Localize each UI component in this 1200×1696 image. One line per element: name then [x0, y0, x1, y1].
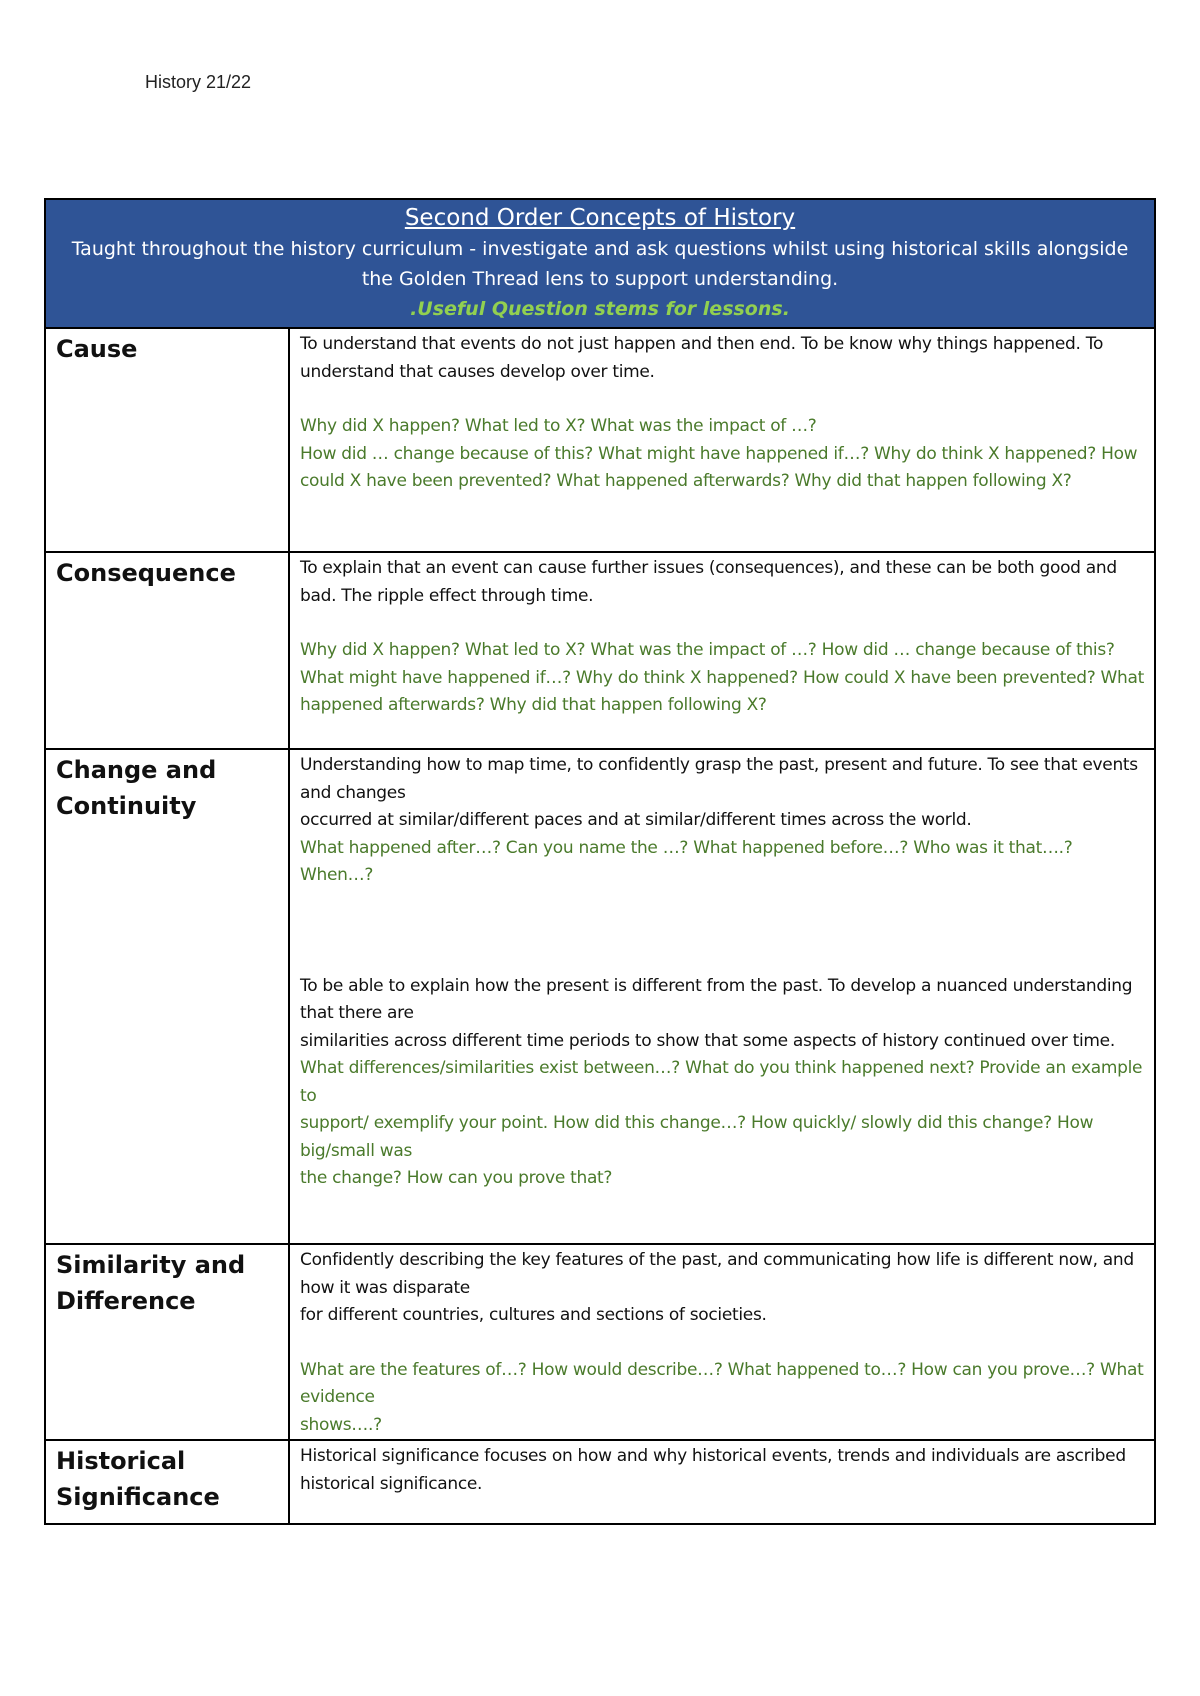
question-stems: What differences/similarities exist between…? What do you think happened next? Provide an example to	[300, 1058, 1143, 1106]
description-cell	[289, 1440, 1155, 1524]
description-text: To explain that an event can cause further issues (consequences), and these can be both good and bad. The ripple effect through time.	[300, 558, 1117, 606]
question-stems: How did … change because of this? What might have happened if…? Why do think X happened? How could X have been prevented? What happened afterwards? Why did that happen following X?	[300, 443, 1138, 491]
description-cell	[289, 749, 1155, 1244]
question-stems: Why did X happen? What led to X? What was the impact of …?	[300, 416, 817, 436]
table-row	[45, 749, 1155, 1244]
description-text: Understanding how to map time, to confidently grasp the past, present and future. To see that events and changes	[300, 755, 1138, 803]
description-cell	[289, 328, 1155, 552]
question-stems: the change? How can you prove that?	[300, 1168, 613, 1188]
banner-stems-label: .Useful Question stems for lessons.	[410, 298, 790, 320]
concept-consequence: Consequence	[45, 552, 289, 749]
description-text: for different countries, cultures and sections of societies.	[300, 1305, 767, 1325]
table-row	[45, 1244, 1155, 1440]
table-row	[45, 328, 1155, 552]
banner-cell	[45, 199, 1155, 328]
description-text: occurred at similar/different paces and at similar/different times across the world.	[300, 810, 972, 830]
concept-cause: Cause	[45, 328, 289, 552]
description-text: Historical significance focuses on how and why historical events, trends and individuals are ascribed historical significance.	[300, 1446, 1126, 1494]
question-stems: shows….?	[300, 1414, 382, 1435]
document-header: History 21/22	[145, 72, 252, 92]
question-stems: What are the features of…? How would describe…? What happened to…? How can you prove…? What evidence	[300, 1359, 1144, 1407]
question-stems: What happened after…? Can you name the …? What happened before…? Who was it that….? When…?	[300, 837, 1073, 885]
banner-row	[45, 199, 1155, 328]
description-cell	[289, 1244, 1155, 1440]
banner-title: Second Order Concepts of History	[404, 205, 796, 231]
description-cell	[289, 552, 1155, 749]
table-row	[45, 552, 1155, 749]
question-stems: support/ exemplify your point. How did this change…? How quickly/ slowly did this change? How big/small was	[300, 1113, 1094, 1161]
description-text: To be able to explain how the present is different from the past. To develop a nuanced understanding that there are	[300, 975, 1133, 1023]
question-stems: Why did X happen? What led to X? What was the impact of …? How did … change because of this? What might have happened if…? Why do think X happened? How could X have been prevented? What happened afterwards? Why did that happen following X?	[300, 640, 1145, 715]
banner-subtitle: Taught throughout the history curriculum - investigate and ask questions whilst using historical skills alongside the Golden Thread lens to support understanding.	[71, 238, 1129, 290]
concept-change-and-continuity: Change and Continuity	[45, 749, 289, 1244]
description-text: similarities across different time periods to show that some aspects of history continued over time.	[300, 1030, 1115, 1051]
concept-similarity-and-difference: Similarity and Difference	[45, 1244, 289, 1440]
description-text: To understand that events do not just happen and then end. To be know why things happened. To understand that causes develop over time.	[300, 334, 1104, 382]
concept-historical-significance: Historical Significance	[45, 1440, 289, 1524]
concepts-table	[44, 198, 1156, 1525]
table-row	[45, 1440, 1155, 1524]
description-text: Confidently describing the key features of the past, and communicating how life is different now, and how it was disparate	[300, 1250, 1134, 1298]
